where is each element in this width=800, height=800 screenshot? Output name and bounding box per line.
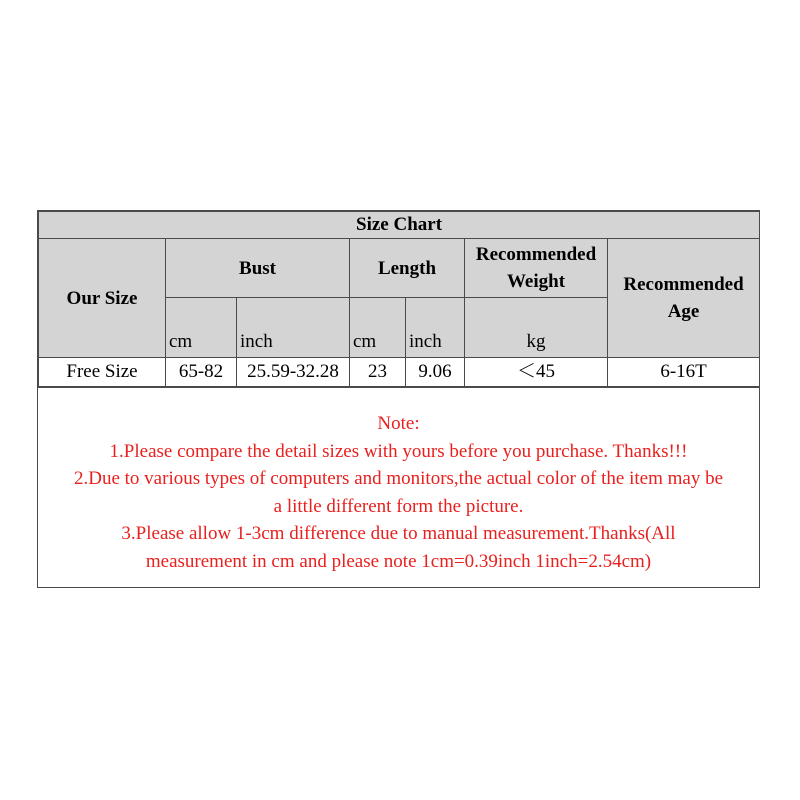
unit-length-inch: inch bbox=[406, 298, 465, 358]
size-chart bbox=[37, 210, 760, 588]
note-line-2a: 2.Due to various types of computers and monitors,the actual color of the item may be bbox=[74, 468, 723, 489]
header-bust: Bust bbox=[166, 239, 350, 298]
unit-bust-cm: cm bbox=[166, 298, 237, 358]
table-row bbox=[39, 358, 760, 387]
note-line-1: 1.Please compare the detail sizes with yours before you purchase. Thanks!!! bbox=[109, 440, 688, 462]
unit-bust-inch: inch bbox=[237, 298, 350, 358]
header-recommended-weight bbox=[465, 239, 608, 298]
unit-weight-kg: kg bbox=[465, 298, 608, 358]
note-line-3b: measurement in cm and please note 1cm=0.39inch 1inch=2.54cm) bbox=[145, 550, 652, 572]
header-weight-line1: Recommended bbox=[475, 244, 597, 265]
unit-length-cm: cm bbox=[350, 298, 406, 358]
cell-length-cm: 23 bbox=[350, 358, 406, 387]
notes-heading: Note: bbox=[377, 413, 420, 434]
note-line-3a: 3.Please allow 1-3cm difference due to manual measurement.Thanks(All bbox=[121, 523, 676, 544]
cell-size: Free Size bbox=[39, 358, 166, 387]
note-line-2b: a little different form the picture. bbox=[273, 495, 524, 517]
cell-weight: ＜45 bbox=[465, 358, 608, 387]
cell-length-inch: 9.06 bbox=[406, 358, 465, 387]
header-age-line2: Age bbox=[667, 301, 700, 322]
cell-bust-cm: 65-82 bbox=[166, 358, 237, 387]
size-table bbox=[38, 211, 760, 387]
cell-bust-inch: 25.59-32.28 bbox=[237, 358, 350, 387]
cell-age: 6-16T bbox=[608, 358, 760, 387]
header-age-line1: Recommended bbox=[623, 274, 744, 295]
header-length: Length bbox=[350, 239, 465, 298]
chart-title: Size Chart bbox=[39, 212, 760, 239]
header-our-size: Our Size bbox=[39, 239, 166, 358]
header-weight-line2: Weight bbox=[506, 271, 566, 292]
notes-box bbox=[38, 387, 759, 587]
header-recommended-age bbox=[608, 239, 760, 358]
